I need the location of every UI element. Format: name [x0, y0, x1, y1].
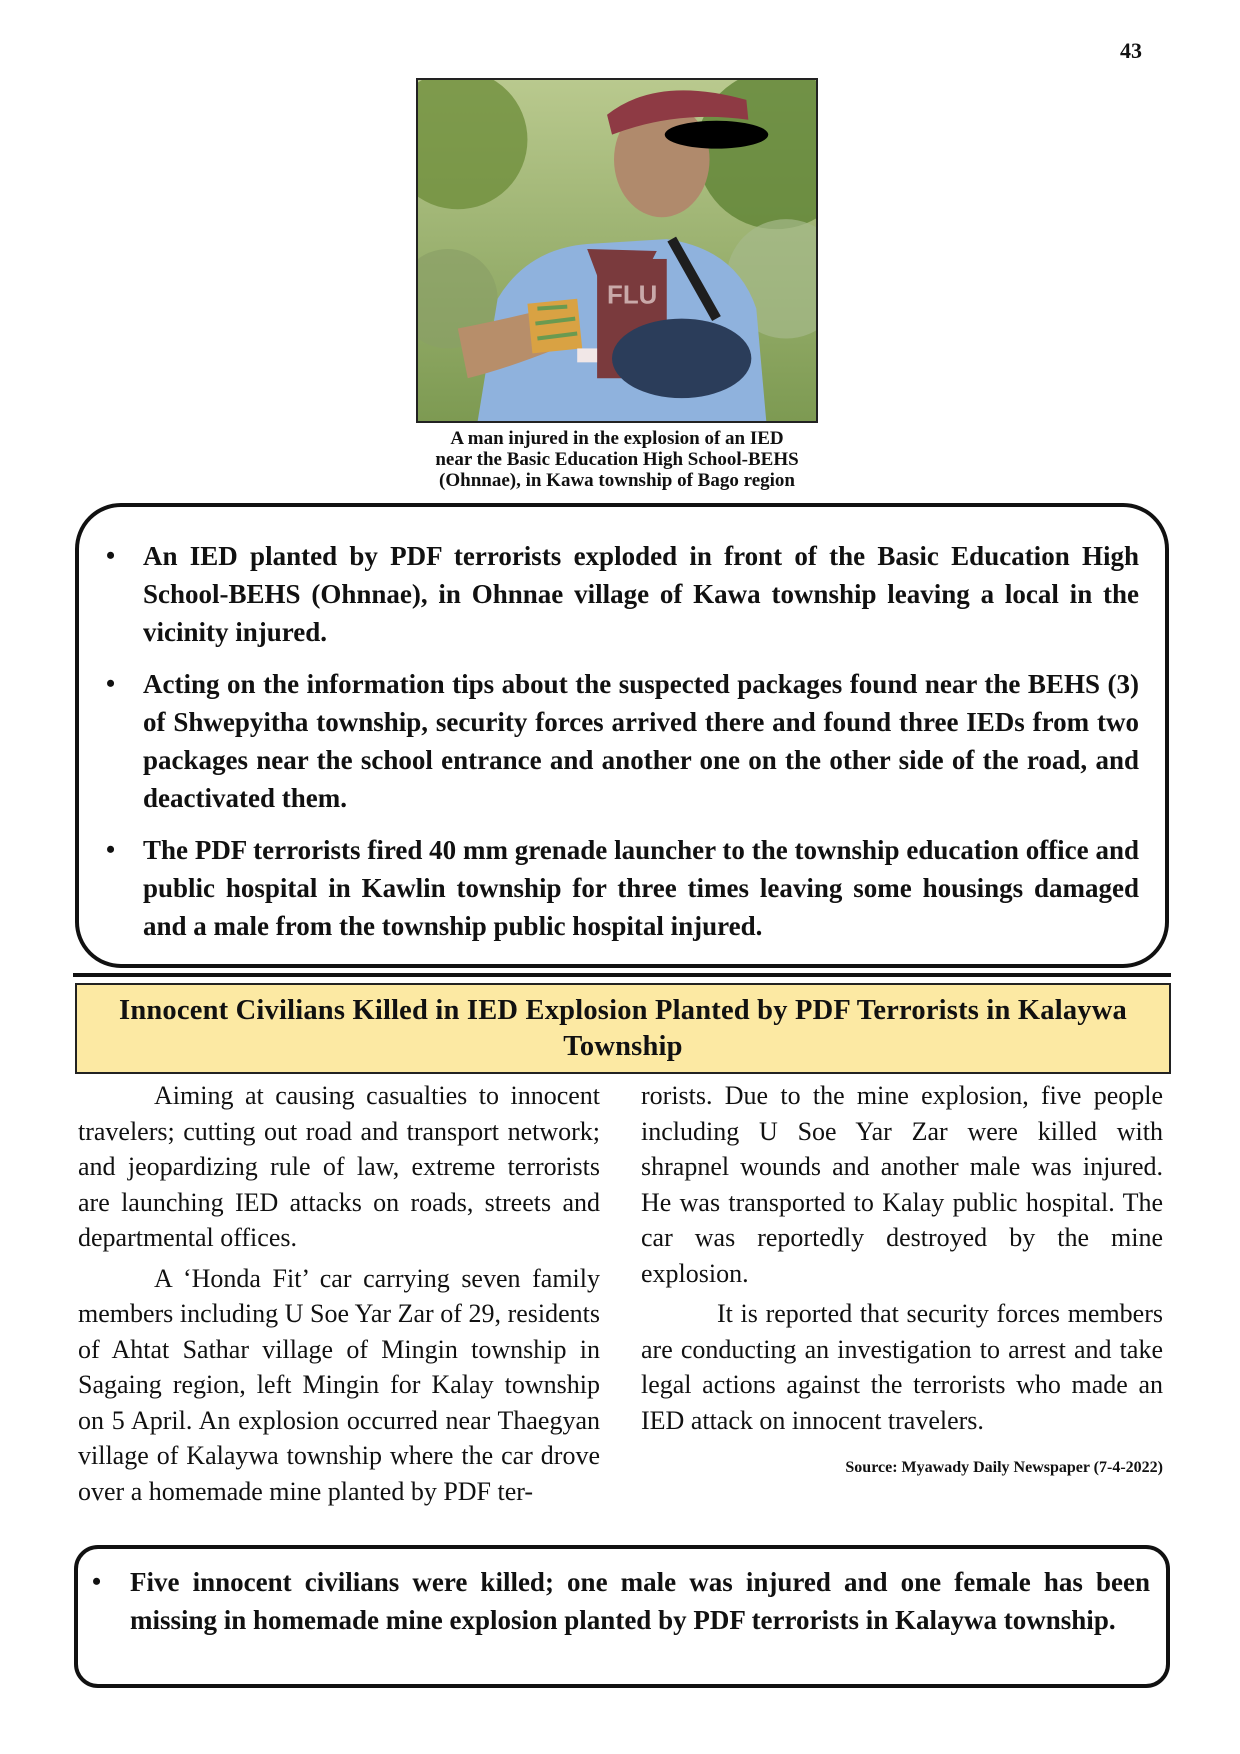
summary-box-2 — [74, 1545, 1170, 1688]
summary-box-1 — [75, 503, 1169, 968]
photo-caption — [380, 428, 854, 491]
photo-illustration — [418, 80, 816, 421]
section-divider — [73, 973, 1171, 977]
summary-bullet: • Five innocent civilians were killed; one male was injured and one female has been missing in homemade mine explosion planted by PDF terrorists in Kalaywa township. — [78, 1563, 1166, 1639]
article-column-right — [641, 1078, 1163, 1483]
caption-line: A man injured in the explosion of an IED — [450, 428, 784, 449]
face-blur — [665, 121, 768, 149]
caption-line: near the Basic Education High School-BEHS — [435, 449, 799, 470]
page-number: 43 — [1120, 38, 1142, 63]
injured-man-photo — [416, 78, 818, 423]
caption-line: (Ohnnae), in Kawa township of Bago region — [439, 470, 795, 491]
article-paragraph: A ‘Honda Fit’ car carrying seven family members including U Soe Yar Zar of 29, residents of Ahtat Sathar village of Mingin township in Sagaing region, left Mingin for Kalay township on 5 April. An explosion occurred near Thaegyan village of Kalaywa township where the car drove over a homemade mine planted by PDF ter- — [78, 1263, 600, 1506]
article-headline-banner — [75, 983, 1171, 1074]
summary-bullet: • The PDF terrorists fired 40 mm grenade launcher to the township education office and public hospital in Kawlin township for three times leaving some housings damaged and a male from the township public hospital injured. — [79, 831, 1165, 945]
summary-bullet-list — [78, 1563, 1166, 1639]
summary-bullet: • An IED planted by PDF terrorists exploded in front of the Basic Education High School-BEHS (Ohnnae), in Ohnnae village of Kawa township leaving a local in the vicinity injured. — [79, 537, 1165, 651]
article-source: Source: Myawady Daily Newspaper (7-4-2022) — [845, 1459, 1163, 1476]
article-paragraph: rorists. Due to the mine explosion, five people including U Soe Yar Zar were killed with shrapnel wounds and another male was injured. He was transported to Kalay public hospital. The car was reportedly destroyed by the mine explosion. — [641, 1081, 1163, 1288]
article-headline: Innocent Civilians Killed in IED Explosion Planted by PDF Terrorists in Kalaywa Township — [119, 994, 1127, 1062]
article-column-left — [78, 1078, 600, 1514]
summary-bullet-list — [79, 537, 1165, 945]
summary-bullet: • Acting on the information tips about the suspected packages found near the BEHS (3) of Shwepyitha township, security forces arrived there and found three IEDs from two packages near the school entrance and another one on the other side of the road, and deactivated them. — [79, 665, 1165, 817]
article-paragraph: Aiming at causing casualties to innocent travelers; cutting out road and transport network; and jeopardizing rule of law, extreme terrorists are launching IED attacks on roads, streets and departmental offices. — [78, 1081, 600, 1252]
article-paragraph: It is reported that security forces members are conducting an investigation to arrest and take legal actions against the terrorists who made an IED attack on innocent travelers. — [641, 1299, 1163, 1435]
shirt-print: FLU — [607, 281, 658, 310]
